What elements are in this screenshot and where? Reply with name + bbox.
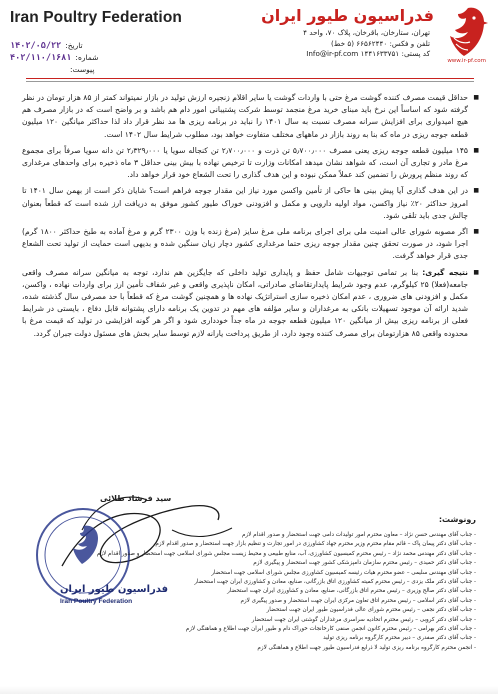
stamp-org-en: Iran Poultry Federation — [60, 598, 133, 605]
paragraph — [22, 267, 478, 340]
address-line: تهران، ستارخان، باقرخان، پلاک ۷۰، واحد ۴ — [303, 28, 430, 37]
letter-meta — [10, 40, 98, 75]
attachment-row — [10, 64, 98, 75]
cc-item: - جناب آقای دکتر بهرامی – رئیس محترم کانون انجمن صنفی کارخانجات خوراک دام و طیور ایران جهت اطلاع و هماهنگی لازم — [150, 625, 476, 634]
header-divider-thin — [26, 81, 474, 82]
postal-email-line: کد پستی: ۱۴۴۱۶۳۳۷۵۱ Info@ir-pf.com — [306, 49, 430, 58]
cc-item: - انجمن محترم کارگروه برنامه ریزی تولید لا ذرایع فدراسیون طیور جهت اطلاع و هماهنگی لازم — [150, 644, 476, 653]
paragraph-text: حداقل قیمت مصرف کننده گوشت مرغ حتی با واردات گوشت یا سایر اقلام زنجیره ارزش تولید در بازار نمیتواند کمتر از ۸۵ هزار تومان در نظر گرفته شود که اساساً این نرخ باید مبنای خرید مرغ منجمد توسط شرکت پشتیبانی امور دام هم باشد و بر واضح است که در بازار مصرف هم هیچ امیدواری برای افزایش سرانه مصرف نسبت به سال ۱۴۰۱ را نباید در برنامه ریزی ها مد نظر قرار داد لذا حداکثر میانگین ۱۲۰ میلیون قطعه جوجه ریزی در ماه که بنا به روند بازار در ماههای مختلف متفاوت خواهد بود، مطلوب شرایط سال ۱۴۰۲ است. — [22, 93, 469, 139]
cc-item: - جناب آقای دکتر مهندس محمد نژاد – رئیس محترم کمیسیون کشاورزی، آب، منابع طبیعی و محیط زیست مجلس شورای اسلامی جهت استحضار و صدور اقدام لازم — [150, 550, 476, 559]
cc-item: - جناب آقای دکتر صالح وزیری – رئیس محترم اتاق بازرگانی، صنایع، معادن و کشاورزی ایران جهت استحضار — [150, 587, 476, 596]
stamp-org-fa: فدراسیون طیور ایران — [60, 584, 169, 595]
paragraph-text: در این هدف گذاری آیا پیش بینی ها حاکی از تأمین واکسن مورد نیاز این مقدار جوجه فراهم است؟ شایان ذکر است از بهمن سال ۱۴۰۱ تا امروز حداکثر ۲۰٪ نیاز واکسن، مواد اولیه دارویی و مکمل و افزودنی خوراک طیور کشور موفق به دریافت ارز شده است که قطعاً بعنوان چالش جدی باید تلقی شود. — [22, 186, 469, 220]
phone-line: تلفن و فکس: ۶۶۵۶۲۴۴۰ (۵ خط) — [330, 38, 430, 48]
logo-url: www.ir-pf.com — [447, 58, 486, 64]
cc-item: - جناب آقای مهندس سلیمی – عضو محترم هیات رئیسه کمیسیون کشاورزی مجلس شورای اسلامی جهت استحضار — [150, 569, 476, 578]
org-name-fa: فدراسیون طیور ایران — [261, 6, 434, 25]
cc-item: - جناب آقای دکتر نجفی – رئیس محترم شورای عالی فدراسیون طیور ایران جهت استحضار — [150, 606, 476, 615]
conclusion-label: نتیجه گیری: — [422, 267, 468, 277]
paragraph — [22, 226, 478, 263]
number-label: شماره: — [75, 53, 99, 62]
number-value: ۴۰۲/۱۱۰/۱۶۸۱ — [10, 53, 72, 63]
cc-item: - جناب آقای دکتر پیمان پاک – قائم مقام محترم وزیر محترم جهاد کشاورزی در امور تجارت و تنظیم بازار جهت استحضار و صدور اقدام لازم — [150, 540, 476, 549]
cc-item: - جناب آقای مهندس حسن نژاد – معاون محترم امور تولیدات دامی جهت استحضار و صدور اقدام لازم — [150, 531, 476, 540]
paragraph — [22, 185, 478, 222]
paragraph-text: بنا بر تمامی توجیهات شامل حفظ و پایداری تولید داخلی که جایگزین هم ندارد، توجه به میانگین سرانه مصرف واقعی جامعه(فعلا) ۲۵ کیلوگرم، عدم وجود شرایط پایدارتقاضای صادراتی، امکان ناپذیری واقعی و غیر شفاف تأمین ارز برای واردات نهاده ، واکسن، مکمل و افزودنی های ضروری ، عدم امکان ذخیره سازی استراتژیک نهاده ها و همچنین گوشت مرغ که قطعاً با حد مصرفی سال گذشته شده، شدید ارائه آن موجود تسهیلات بانکی به مرغداران و سایر مؤلفه های مهم در تدوین یک برنامه دارای پشتوانه قابل دفاع ، بایستی در شرایط فعلی از برنامه ریزی بیش از میانگین ۱۲۰ میلیون قطعه جوجه در ماه جداً خودداری شود و اگر هر گونه افزایشی در تولید که قیمت مرغ با محدوده واقعی ۸۵ هزارتومان برای مصرف کننده وجود دارد، از طریق پرداخت یارانه لازم توسط سایر بخش های مسئول دولت جبران گردد. — [22, 267, 468, 338]
date-value: ۱۴۰۲/۰۵/۲۲ — [10, 41, 62, 51]
page-footer-edge — [0, 686, 498, 694]
cc-item: - جناب آقای دکتر ملک یزدی – رئیس محترم کمیته کشاورزی اتاق بازرگانی، صنایع، معادن و کشاورزی ایران جهت استحضار — [150, 578, 476, 587]
cc-item: - جناب آقای دکتر صفدری – دبیر محترم کارگروه برنامه ریزی تولید — [150, 634, 476, 643]
cc-title: رونوشت: — [438, 515, 476, 524]
paragraph — [22, 145, 478, 182]
cc-item: - جناب آقای دکتر اسلامی – رئیس محترم اتاق تعاون مرکزی ایران جهت استحضار و صدور پیگیری لازم — [150, 597, 476, 606]
rooster-logo-icon — [438, 4, 490, 60]
org-name-en: Iran Poultry Federation — [10, 9, 182, 26]
date-row — [10, 40, 98, 52]
signatory-name: سید فرشاد طلائی — [100, 494, 172, 503]
cc-item: - جناب آقای دکتر کروبی – رئیس محترم اتحادیه سراسری مرغداران گوشتی ایران جهت استحضار — [150, 616, 476, 625]
date-label: تاریخ: — [65, 41, 83, 50]
header-divider — [26, 78, 474, 79]
paragraph-text: ۱۴۵ میلیون قطعه جوجه ریزی یعنی مصرف ۵٫۷۰۰٫۰۰۰ تن ذرت و ۲٫۷۰۰٫۰۰۰ تن کنجاله سویا یا ۲٫۳۲۹٫۰۰۰ تن دانه سویا صرفاً برای مجموع مرغ مادر و تجاری آن است، که شواهد نشان میدهد امکانات وزارت تا ترخیص نهاده با بیش بینی حداقل ۳ ماه ذخیره برای واحدهای مرغداری که روند منظم پرورش را تضمین کند عملاً ممکن نبوده و این هدف گذاری را تحت الشعاع خود قرار خواهد داد. — [22, 145, 468, 180]
attachment-label: پیوست: — [70, 65, 95, 74]
letter-body — [22, 92, 478, 344]
paragraph — [22, 92, 478, 141]
cc-item: - جناب آقای دکتر حمیدی – رئیس محترم سازمان دامپزشکی کشور جهت استحضار و پیگیری لازم — [150, 559, 476, 568]
number-row — [10, 52, 98, 64]
org-address — [303, 28, 430, 60]
paragraph-text: اگر مصوبه شورای عالی امنیت ملی برای اجرای برنامه ملی مرغ سایز (مرغ زنده با وزن ۲۳۰۰ گرم و مرغ آماده به طبخ حداکثر ۱۸۰۰ گرم) اجرا شود، در صورت تحقق چنین مقدار جوجه ریزی حتما مرغداری کشور دچار زیان سنگین شده و بدیهی است حمایت از تولید تحت الشعاع جدی قرار خواهد گرفت. — [22, 227, 468, 261]
